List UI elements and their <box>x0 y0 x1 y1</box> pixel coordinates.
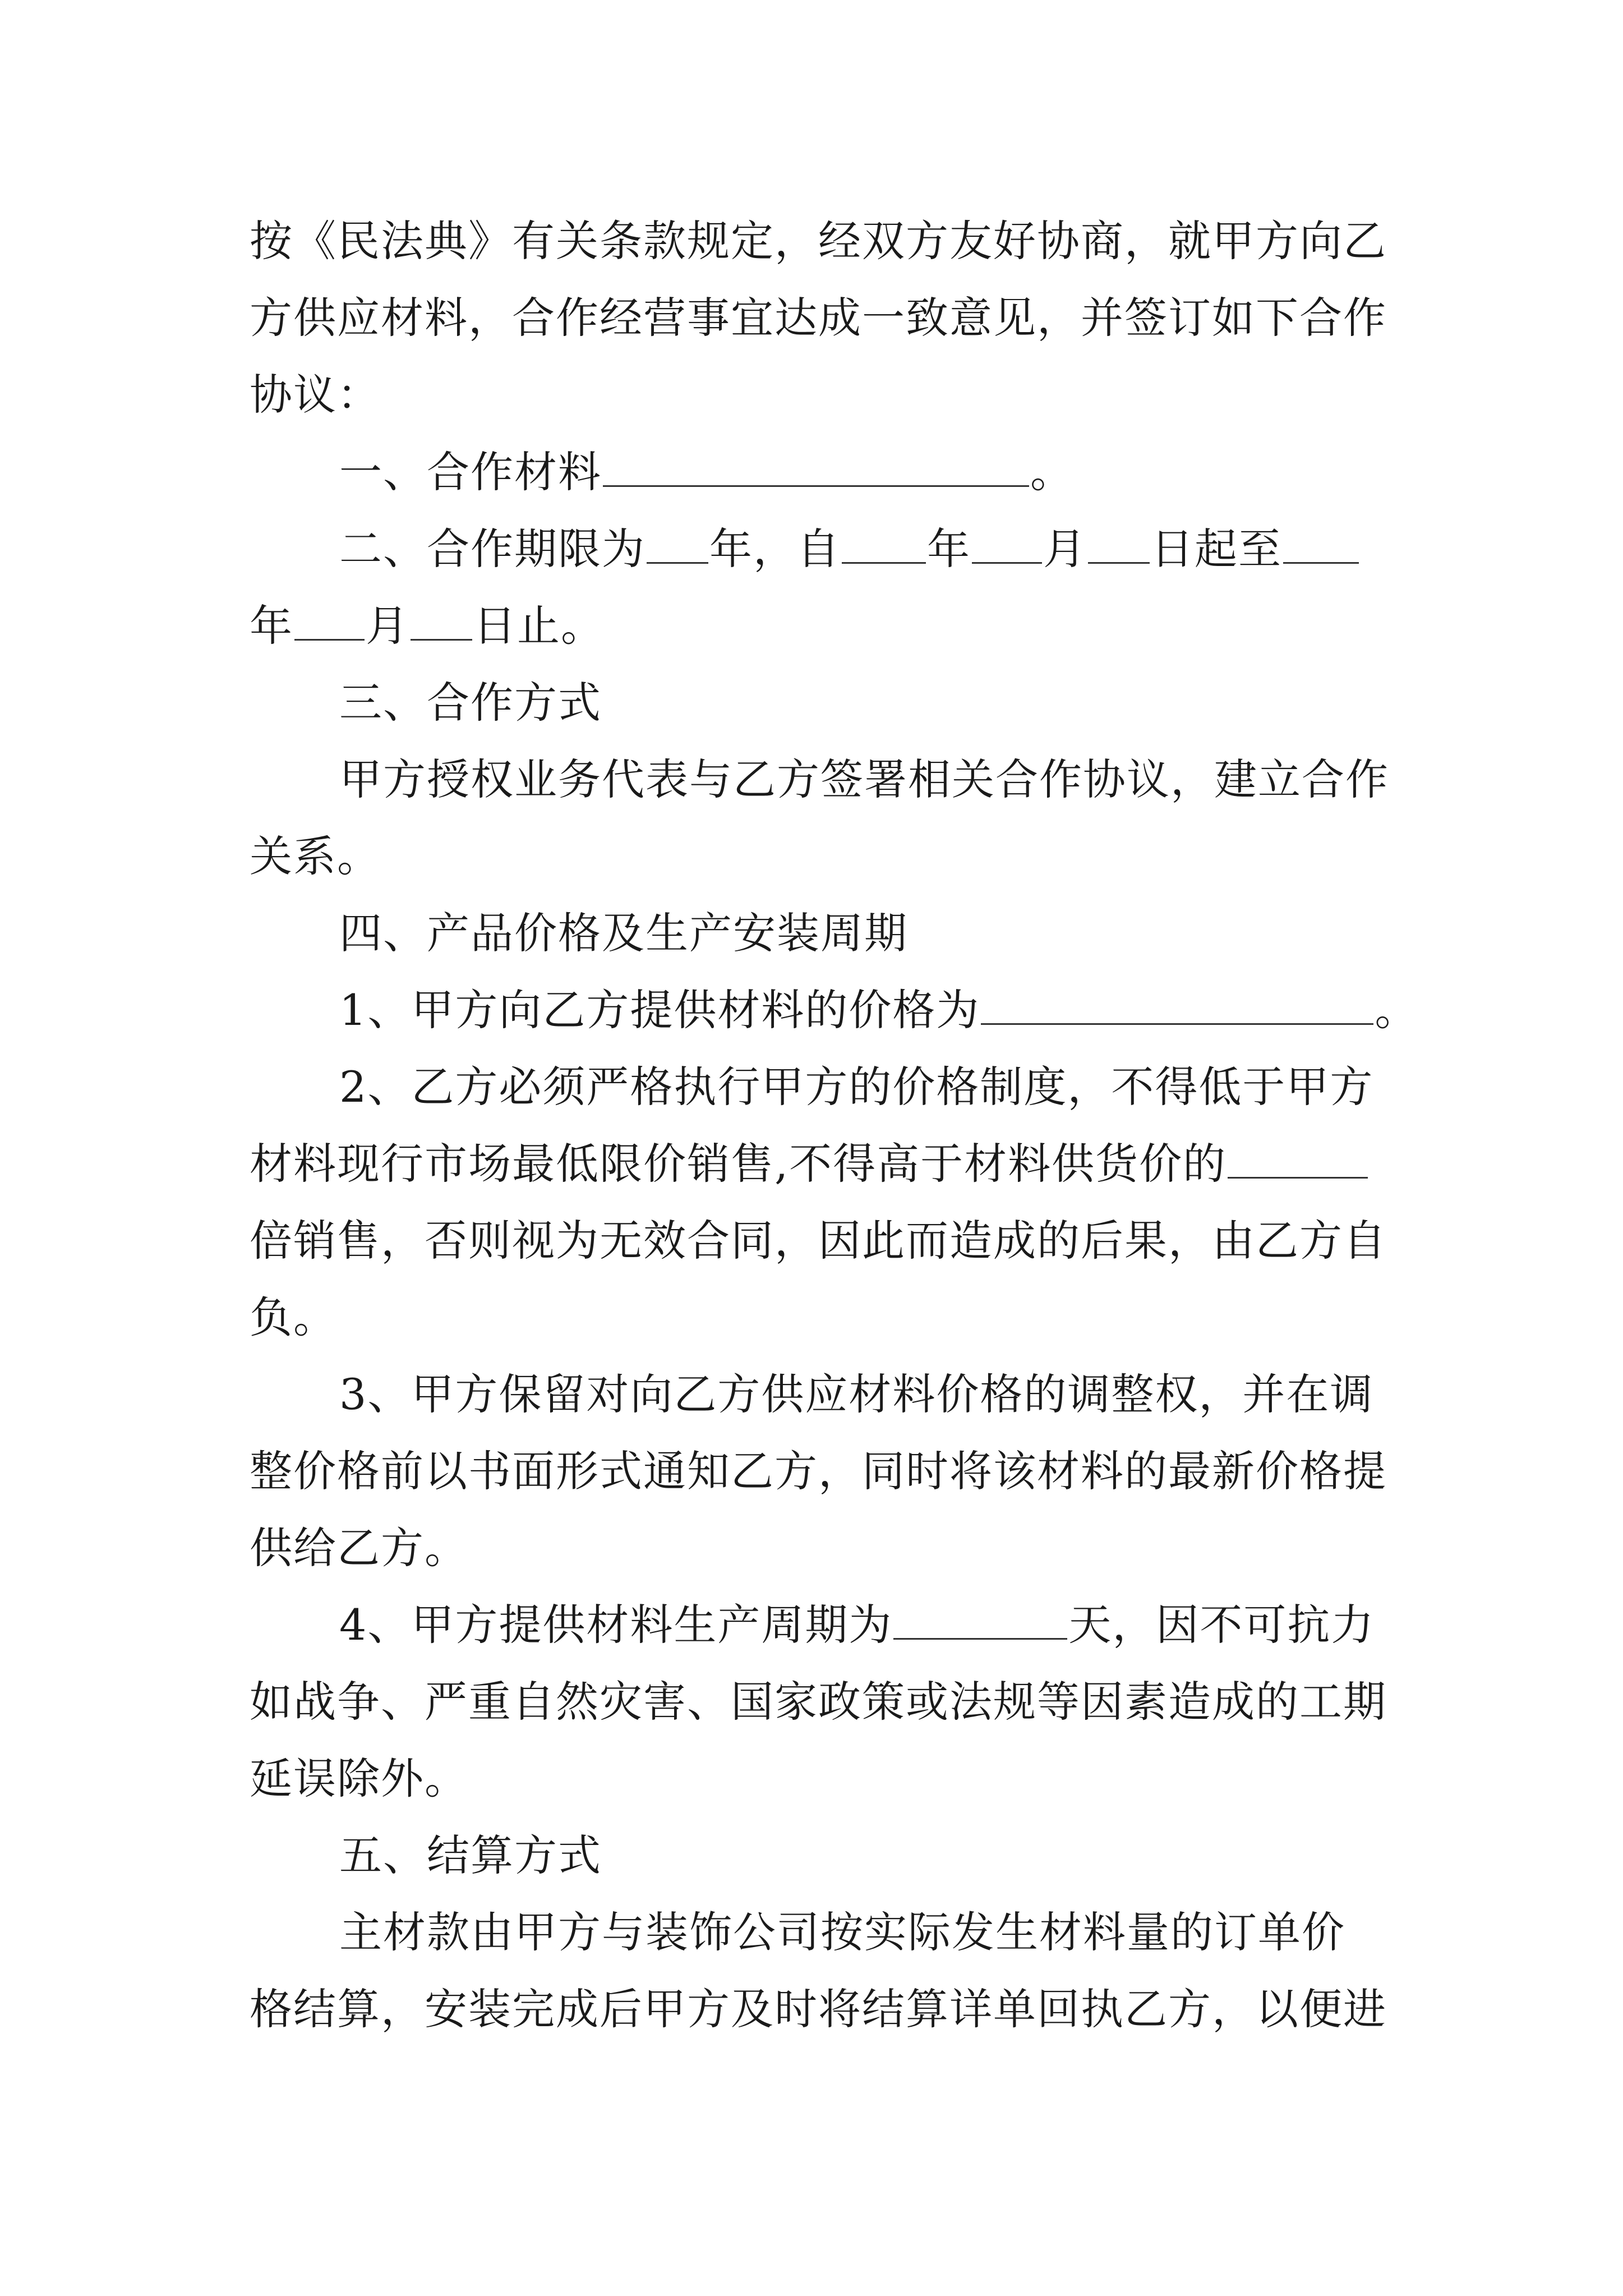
clause-5-heading <box>339 1828 602 1884</box>
clause-4-item-4-line-2 <box>250 1674 1387 1730</box>
clause-2-line-1 <box>339 521 1360 577</box>
intro-text: 按《民法典》有关条款规定，经双方友好协商，就甲方向乙 <box>250 216 1387 266</box>
intro-text: 方供应材料，合作经营事宜达成一致意见，并签订如下合作 <box>250 293 1387 343</box>
clause-4-item-4-line-1 <box>339 1597 1375 1653</box>
intro-line-3 <box>250 367 381 423</box>
item-text: 天，因不可抗力 <box>1068 1600 1375 1650</box>
clause-4-item-3-line-2 <box>250 1443 1387 1499</box>
start-day-blank <box>1088 525 1150 564</box>
item-text: 倍销售，否则视为无效合同，因此而造成的后果，由乙方自 <box>250 1216 1387 1266</box>
start-year-blank <box>842 525 926 564</box>
start-month-blank <box>972 525 1042 564</box>
years-blank <box>647 525 708 564</box>
body-text: 主材款由甲方与装饰公司按实际发生材料量的订单价 <box>339 1907 1345 1957</box>
clause-4-item-3-line-1 <box>339 1366 1373 1423</box>
body-text: 关系。 <box>250 831 381 881</box>
clause-4-item-2-line-4 <box>250 1290 337 1346</box>
item-text: 材料现行市场最低限价销售,不得高于材料供货价的 <box>250 1139 1227 1189</box>
clause-4-item-3-line-3 <box>250 1520 468 1576</box>
clause-3-body-2 <box>250 829 381 885</box>
intro-text: 协议： <box>250 370 381 420</box>
section-heading: 三、合作方式 <box>339 678 602 728</box>
item-text: 4、甲方提供材料生产周期为 <box>339 1600 893 1650</box>
intro-line-1 <box>250 213 1387 269</box>
clause-3-heading <box>339 675 602 731</box>
clause-4-item-4-line-3 <box>250 1751 468 1807</box>
clause-2-text: 月 <box>366 601 409 651</box>
clause-4-item-2-line-2 <box>250 1136 1369 1192</box>
material-blank <box>603 448 1029 487</box>
section-heading: 五、结算方式 <box>339 1830 602 1880</box>
body-text: 格结算，安装完成后甲方及时将结算详单回执乙方，以便进 <box>250 1984 1387 2034</box>
end-year-blank-part <box>1283 525 1359 564</box>
item-text: 如战争、严重自然灾害、国家政策或法规等因素造成的工期 <box>250 1677 1387 1727</box>
section-heading: 四、产品价格及生产安装周期 <box>339 908 908 958</box>
clause-2-text: 年，自 <box>709 524 841 574</box>
clause-2-line-2 <box>250 598 605 654</box>
clause-2-text: 年 <box>927 524 971 574</box>
body-text: 甲方授权业务代表与乙方签署相关合作协议，建立合作 <box>339 754 1389 804</box>
end-day-blank <box>411 602 472 641</box>
clause-2-text: 日止。 <box>473 601 605 651</box>
multiplier-blank <box>1228 1140 1368 1179</box>
item-text: 供给乙方。 <box>250 1523 468 1573</box>
item-text: 2、乙方必须严格执行甲方的价格制度，不得低于甲方 <box>339 1062 1374 1112</box>
item-text: 1、甲方向乙方提供材料的价格为 <box>339 985 980 1035</box>
item-text: 延误除外。 <box>250 1754 468 1803</box>
clause-1-end: 。 <box>1030 447 1074 497</box>
clause-2-text: 二、合作期限为 <box>339 524 645 574</box>
item-text: 整价格前以书面形式通知乙方，同时将该材料的最新价格提 <box>250 1446 1387 1496</box>
clause-1 <box>339 444 1074 500</box>
production-days-blank <box>893 1601 1067 1640</box>
clause-4-heading <box>339 905 908 961</box>
clause-5-body-2 <box>250 1981 1387 2037</box>
clause-2-text: 年 <box>250 601 293 651</box>
clause-5-body-1 <box>339 1904 1345 1961</box>
clause-4-item-1 <box>339 982 1418 1038</box>
item-text: 负。 <box>250 1292 337 1342</box>
clause-4-item-2-line-3 <box>250 1213 1387 1269</box>
clause-2-text: 日起至 <box>1151 524 1282 574</box>
item-end: 。 <box>1375 985 1419 1035</box>
price-blank <box>981 986 1373 1025</box>
clause-2-text: 月 <box>1043 524 1087 574</box>
end-month-blank <box>294 602 365 641</box>
clause-3-body-1 <box>339 752 1389 808</box>
clause-1-text: 一、合作材料 <box>339 447 602 497</box>
intro-line-2 <box>250 290 1387 346</box>
item-text: 3、甲方保留对向乙方供应材料价格的调整权，并在调 <box>339 1369 1374 1419</box>
clause-4-item-2-line-1 <box>339 1059 1373 1115</box>
